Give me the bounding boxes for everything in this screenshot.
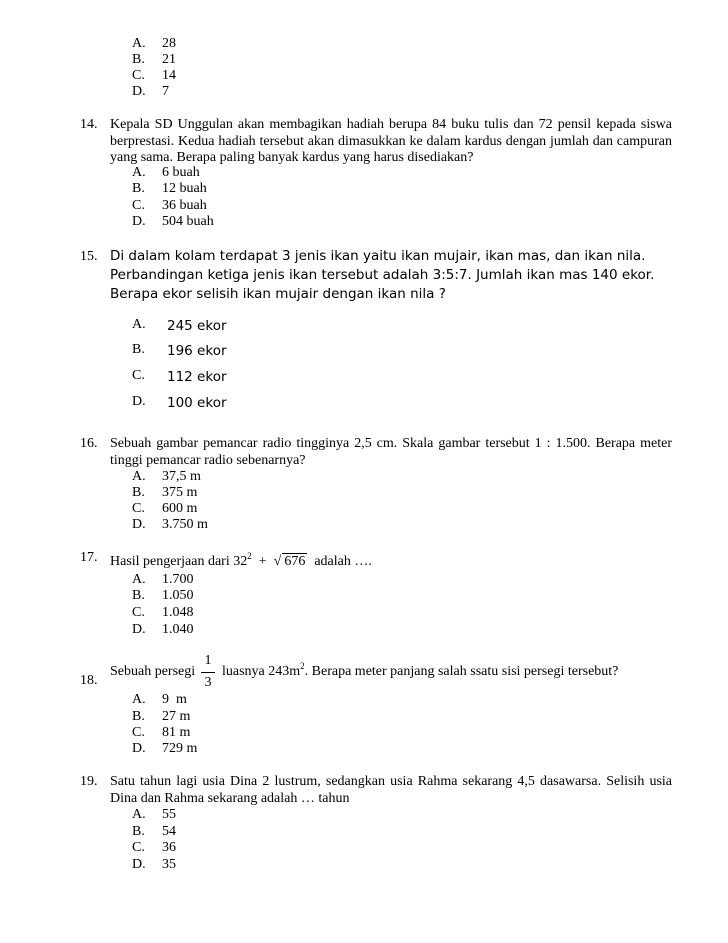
q17-option-c-label: C.	[132, 605, 145, 620]
q19-number: 19.	[80, 774, 98, 789]
q18-stem-rest	[222, 661, 619, 680]
fraction-bar	[201, 672, 215, 673]
q14-option-d-label: D.	[132, 214, 146, 229]
q16-option-c: 600 m	[162, 501, 198, 516]
q15-option-b-label: B.	[132, 342, 145, 357]
q17-option-c: 1.048	[162, 605, 194, 620]
q16-option-b: 375 m	[162, 485, 198, 500]
q16-option-c-label: C.	[132, 501, 145, 516]
q15-option-d: 100 ekor	[167, 395, 227, 411]
q19-option-b: 54	[162, 824, 176, 839]
q16-option-a-label: A.	[132, 469, 146, 484]
q17-stem	[110, 551, 372, 570]
q17-plus: +	[258, 554, 267, 569]
q18-number: 18.	[80, 673, 98, 688]
q18-option-d: 729 m	[162, 741, 198, 756]
q18-stem-mid: luasnya 243m	[222, 664, 301, 679]
q15-option-b: 196 ekor	[167, 343, 227, 359]
q13-option-a-label: A.	[132, 36, 146, 51]
q15-option-a-label: A.	[132, 317, 146, 332]
q14-option-b: 12 buah	[162, 181, 207, 196]
q18-option-a-label: A.	[132, 692, 146, 707]
q19-option-d-label: D.	[132, 857, 146, 872]
q17-stem-before: Hasil pengerjaan dari 32	[110, 554, 248, 569]
q14-stem: Kepala SD Unggulan akan membagikan hadiah berupa 84 buku tulis dan 72 pensil kepada siswa berprestasi. Kedua hadiah tersebut akan dimasukkan ke dalam kardus dengan jumlah dan campuran yang sama. Berapa paling banyak kardus yang harus disediakan?	[110, 117, 672, 165]
q18-option-a: 9 m	[162, 692, 187, 707]
q13-option-d-label: D.	[132, 84, 146, 99]
q17-option-b-label: B.	[132, 588, 145, 603]
q16-number: 16.	[80, 436, 98, 451]
q15-option-d-label: D.	[132, 394, 146, 409]
q16-stem: Sebuah gambar pemancar radio tingginya 2,5 cm. Skala gambar tersebut 1 : 1.500. Berapa meter tinggi pemancar radio sebenarnya?	[110, 436, 672, 468]
q18-exponent: 2	[300, 661, 305, 671]
q13-option-d: 7	[162, 84, 169, 99]
sqrt-symbol	[274, 554, 308, 570]
q16-option-d: 3.750 m	[162, 517, 208, 532]
q17-option-a: 1.700	[162, 572, 194, 587]
radical-sign-icon: √	[273, 554, 282, 569]
q13-option-a: 28	[162, 36, 176, 51]
q18-option-d-label: D.	[132, 741, 146, 756]
q14-option-a: 6 buah	[162, 165, 200, 180]
q19-option-d: 35	[162, 857, 176, 872]
q17-exponent: 2	[247, 551, 252, 561]
q17-option-d-label: D.	[132, 622, 146, 637]
q16-option-d-label: D.	[132, 517, 146, 532]
q15-number: 15.	[80, 249, 98, 264]
q18-option-b-label: B.	[132, 709, 145, 724]
q19-option-a-label: A.	[132, 807, 146, 822]
q15-stem-line-3: Berapa ekor selisih ikan mujair dengan ikan nila ?	[110, 286, 446, 302]
q13-option-c: 14	[162, 68, 176, 83]
q19-option-c-label: C.	[132, 840, 145, 855]
q15-option-a: 245 ekor	[167, 318, 227, 334]
q14-option-c-label: C.	[132, 198, 145, 213]
q19-option-b-label: B.	[132, 824, 145, 839]
q17-number: 17.	[80, 550, 98, 565]
q16-option-a: 37,5 m	[162, 469, 201, 484]
q18-denominator: 3	[204, 675, 212, 690]
q15-option-c-label: C.	[132, 368, 145, 383]
q17-option-a-label: A.	[132, 572, 146, 587]
q18-numerator: 1	[204, 653, 212, 668]
q18-stem-before: Sebuah persegi	[110, 664, 196, 679]
q17-option-d: 1.040	[162, 622, 194, 637]
q14-option-a-label: A.	[132, 165, 146, 180]
q16-option-b-label: B.	[132, 485, 145, 500]
q18-option-b: 27 m	[162, 709, 191, 724]
q13-option-c-label: C.	[132, 68, 145, 83]
q18-option-c: 81 m	[162, 725, 191, 740]
q19-option-c: 36	[162, 840, 176, 855]
q13-option-b-label: B.	[132, 52, 145, 67]
q19-stem: Satu tahun lagi usia Dina 2 lustrum, sedangkan usia Rahma sekarang 4,5 dasawarsa. Selisih usia Dina dan Rahma sekarang adalah … tahun	[110, 774, 672, 806]
q13-option-b: 21	[162, 52, 176, 67]
q15-option-c: 112 ekor	[167, 369, 227, 385]
q17-radicand: 676	[284, 554, 306, 569]
q14-number: 14.	[80, 117, 98, 132]
q14-option-c: 36 buah	[162, 198, 207, 213]
q15-stem-line-2: Perbandingan ketiga jenis ikan tersebut adalah 3:5:7. Jumlah ikan mas 140 ekor.	[110, 267, 655, 283]
q17-option-b: 1.050	[162, 588, 194, 603]
q17-stem-after: adalah ….	[314, 554, 372, 569]
q19-option-a: 55	[162, 807, 176, 822]
q14-option-b-label: B.	[132, 181, 145, 196]
q18-option-c-label: C.	[132, 725, 145, 740]
q18-stem-after: . Berapa meter panjang salah ssatu sisi persegi tersebut?	[304, 664, 619, 679]
q14-option-d: 504 buah	[162, 214, 214, 229]
q15-stem-line-1: Di dalam kolam terdapat 3 jenis ikan yaitu ikan mujair, ikan mas, dan ikan nila.	[110, 248, 646, 264]
